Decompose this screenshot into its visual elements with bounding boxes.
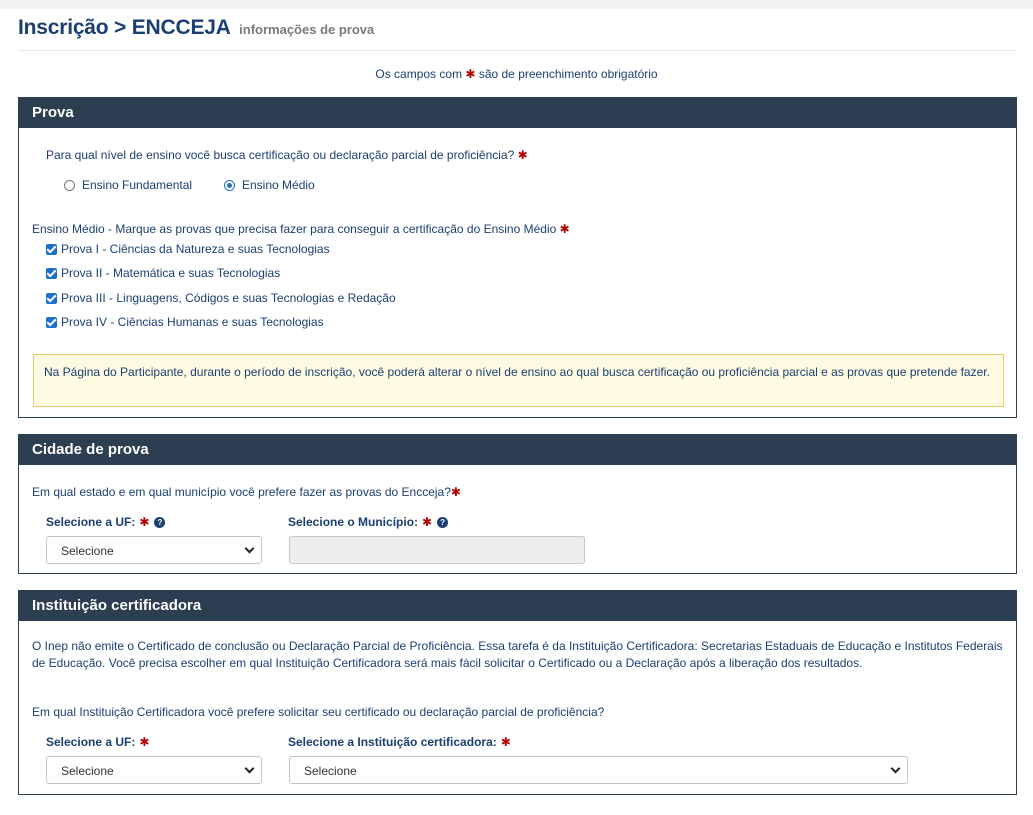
uf-label-text: Selecione a UF: [46,515,136,529]
radio-button-selected[interactable] [224,180,235,191]
asterisk-icon: ✱ [517,148,528,162]
municipio-input [289,536,585,564]
checkbox-label[interactable]: Prova I - Ciências da Natureza e suas Tecnologias [61,242,330,256]
uf-select[interactable] [46,536,262,564]
provas-checklist-title [32,222,570,236]
notice-box: Na Página do Participante, durante o período de inscrição, você poderá alterar o nível de ensino ao qual busca certificação ou proficiência parcial e as provas que pretende fazer. [33,354,1004,407]
instituicao-select-value[interactable]: Selecione [304,764,357,778]
radio-label[interactable]: Ensino Fundamental [82,178,193,192]
asterisk-icon: ✱ [139,515,150,529]
instituicao-select[interactable] [289,756,908,784]
municipio-label-text: Selecione o Município: [288,515,419,529]
question-circle-icon[interactable]: ? [154,517,165,528]
cidade-panel-title: Cidade de prova [19,435,1016,465]
instituicao-question: Em qual Instituição Certificadora você prefere solicitar seu certificado ou declaração parcial de proficiência? [32,705,605,719]
uf-label [46,515,165,529]
required-note-before: Os campos com [375,67,463,81]
inst-label [288,735,511,749]
cidade-panel [18,434,1017,574]
inst-uf-label-text: Selecione a UF: [46,735,136,749]
asterisk-icon: ✱ [139,735,150,749]
instituicao-panel-title: Instituição certificadora [19,591,1016,621]
asterisk-icon: ✱ [500,735,511,749]
checkbox-checked[interactable] [46,317,57,328]
instituicao-panel [18,590,1017,795]
inst-uf-select-value[interactable]: Selecione [61,764,114,778]
checkbox-checked[interactable] [46,293,57,304]
radio-label[interactable]: Ensino Médio [242,178,315,192]
checkbox-prova-1[interactable] [46,242,330,256]
cidade-question [32,485,461,499]
cidade-question-text: Em qual estado e em qual município você prefere fazer as provas do Encceja? [32,485,451,499]
radio-ensino-fundamental[interactable] [64,178,192,192]
asterisk-icon: ✱ [450,485,461,499]
instituicao-intro: O Inep não emite o Certificado de conclusão ou Declaração Parcial de Proficiência. Essa tarefa é da Instituição Certificadora: Secretarias Estaduais de Educação e Institutos Federais de Educação. Você precisa escolher em qual Instituição Certificadora será mais fácil solicitar o Certificado ou a Declaração após a liberação dos resultados. [32,639,1003,670]
uf-select-value[interactable]: Selecione [61,544,114,558]
checklist-title-text: Ensino Médio - Marque as provas que precisa fazer para conseguir a certificação do Ensino Médio [32,222,557,236]
inst-uf-select[interactable] [46,756,262,784]
nivel-question [46,148,528,162]
prova-panel-title: Prova [19,98,1016,128]
radio-button-unselected[interactable] [64,180,75,191]
checkbox-prova-3[interactable] [46,291,396,305]
question-circle-icon[interactable]: ? [437,517,448,528]
page-subtitle: informações de prova [239,22,375,37]
top-bar [0,0,1033,9]
checkbox-prova-4[interactable] [46,315,324,329]
page-title: Inscrição > ENCCEJA [18,16,231,39]
municipio-label [288,515,448,529]
checkbox-label[interactable]: Prova IV - Ciências Humanas e suas Tecnologias [61,315,324,329]
prova-panel [18,97,1017,418]
chevron-down-icon[interactable] [891,764,901,774]
asterisk-icon: ✱ [422,515,433,529]
asterisk-icon: ✱ [559,222,570,236]
checkbox-prova-2[interactable] [46,266,280,280]
inst-uf-label [46,735,149,749]
asterisk-icon: ✱ [465,67,476,81]
checkbox-checked[interactable] [46,244,57,255]
checkbox-checked[interactable] [46,268,57,279]
radio-ensino-medio[interactable] [224,178,315,192]
checkbox-label[interactable]: Prova III - Linguagens, Códigos e suas Tecnologias e Redação [61,291,396,305]
chevron-down-icon[interactable] [245,764,255,774]
required-note-after: são de preenchimento obrigatório [478,67,658,81]
page-header [18,16,1016,51]
nivel-question-text: Para qual nível de ensino você busca certificação ou declaração parcial de proficiência? [46,148,515,162]
inst-label-text: Selecione a Instituição certificadora: [288,735,497,749]
required-fields-note [0,67,1033,81]
chevron-down-icon[interactable] [245,544,255,554]
checkbox-label[interactable]: Prova II - Matemática e suas Tecnologias [61,266,281,280]
